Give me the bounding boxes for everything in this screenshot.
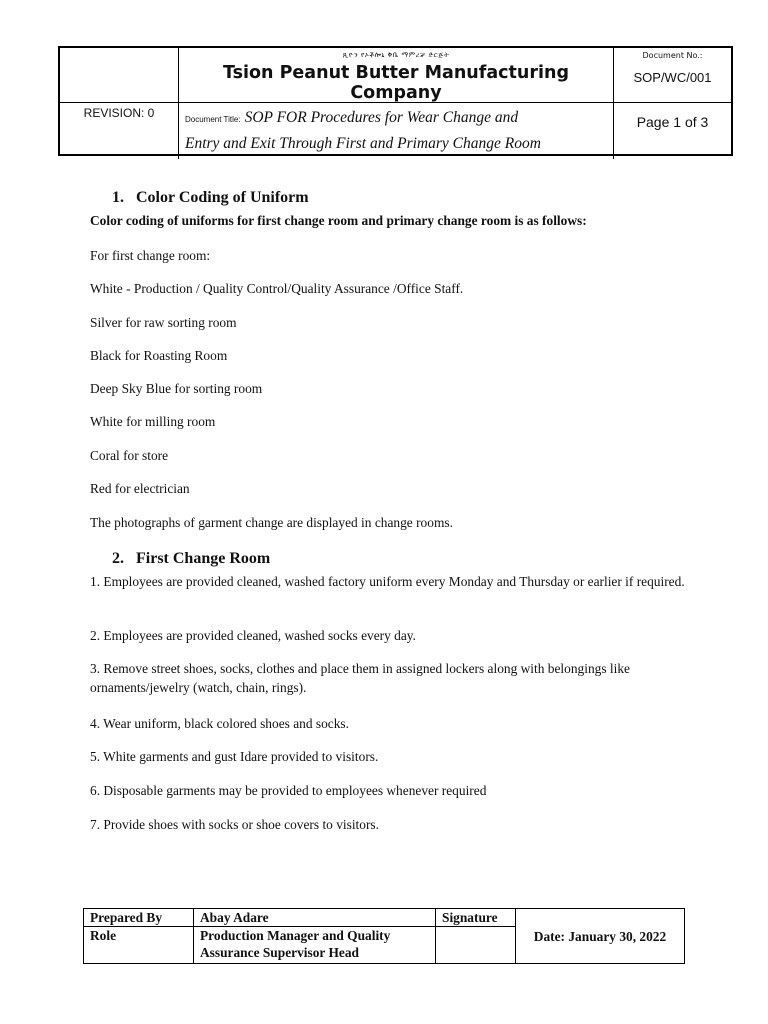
company-cell <box>179 48 614 103</box>
section-number: 1. <box>112 189 124 206</box>
list-item: 5. White garments and gust Idare provided to visitors. <box>90 749 379 764</box>
section-title: First Change Room <box>136 550 271 567</box>
role-label: Role <box>84 927 194 963</box>
company-name-amharic: ጺዮን የኦቾሎኒ ቅቤ ማምረቻ ድርጅት <box>342 51 450 59</box>
document-number-cell <box>614 48 731 103</box>
list-item: 7. Provide shoes with socks or shoe covers to visitors. <box>90 817 379 832</box>
paragraph: Black for Roasting Room <box>90 348 228 363</box>
revision: REVISION: 0 <box>83 106 155 120</box>
section-lead: Color coding of uniforms for first change room and primary change room is as follows: <box>90 213 587 228</box>
section-title: Color Coding of Uniform <box>136 189 309 206</box>
paragraph: Red for electrician <box>90 481 190 496</box>
company-name: Tsion Peanut Butter Manufacturing Company <box>223 63 569 103</box>
paragraph: Coral for store <box>90 448 169 463</box>
list-item: 2. Employees are provided cleaned, washed socks every day. <box>90 628 416 643</box>
prepared-by-value: Abay Adare <box>194 909 436 927</box>
list-item: 4. Wear uniform, black colored shoes and socks. <box>90 716 349 731</box>
section-heading <box>112 189 309 207</box>
document-title-cell <box>179 103 614 159</box>
section-number: 2. <box>112 550 124 567</box>
list-item: 3. Remove street shoes, socks, clothes and place them in assigned lockers along with belongings like ornaments/jewelry (watch, chain, rings). <box>90 661 630 695</box>
document-number-label: Document No.: <box>642 51 703 60</box>
prepared-by-label: Prepared By <box>84 909 194 927</box>
list-item: 6. Disposable garments may be provided to employees whenever required <box>90 783 487 798</box>
revision-cell <box>60 103 179 159</box>
role-value: Production Manager and Quality Assurance Supervisor Head <box>194 927 436 963</box>
document-header-table <box>58 46 733 156</box>
signature-field <box>436 927 516 963</box>
document-title-label: Document Title: <box>185 115 241 124</box>
approval-table <box>83 908 685 964</box>
document-title-line1: SOP FOR Procedures for Wear Change and <box>244 109 519 126</box>
section-heading <box>112 550 270 568</box>
paragraph: White for milling room <box>90 414 216 429</box>
paragraph: White - Production / Quality Control/Quality Assurance /Office Staff. <box>90 281 464 296</box>
document-number: SOP/WC/001 <box>633 70 712 85</box>
page-number: Page 1 of 3 <box>636 114 709 130</box>
paragraph: Silver for raw sorting room <box>90 315 237 330</box>
paragraph: The photographs of garment change are displayed in change rooms. <box>90 515 453 530</box>
paragraph: For first change room: <box>90 248 211 263</box>
list-item: 1. Employees are provided cleaned, washed factory uniform every Monday and Thursday or earlier if required. <box>90 574 685 589</box>
logo-cell <box>60 48 179 103</box>
document-title-line2: Entry and Exit Through First and Primary Change Room <box>185 135 541 152</box>
page-number-cell <box>614 103 731 159</box>
signature-label: Signature <box>436 909 516 927</box>
approval-date: Date: January 30, 2022 <box>533 928 667 944</box>
paragraph: Deep Sky Blue for sorting room <box>90 381 263 396</box>
